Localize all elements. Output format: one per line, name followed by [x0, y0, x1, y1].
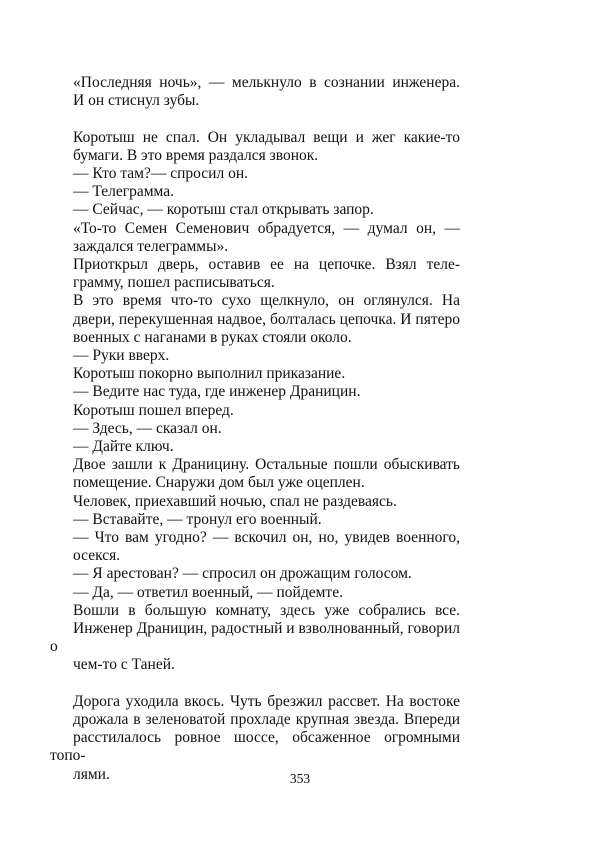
- text-line: — Здесь, — сказал он.: [73, 419, 222, 437]
- paragraph-gap: [50, 110, 460, 128]
- paragraph: [50, 511, 460, 529]
- text-line: Коротыш покорно выполнил приказание.: [73, 365, 346, 383]
- paragraph: [50, 602, 460, 675]
- text-line: Дорога уходила вкось. Чуть брезжил рассвет. На востоке: [73, 692, 460, 710]
- paragraph: [50, 165, 460, 183]
- paragraph: [50, 420, 460, 438]
- text-line: двери, перекушенная надвое, болталась цепочка. И пятеро: [73, 310, 460, 328]
- paragraph: [50, 584, 460, 602]
- page-text: [50, 74, 460, 784]
- text-line: лями.: [73, 765, 110, 783]
- text-line: «То-то Семен Семенович обрадуется, — думал он, —: [73, 219, 460, 237]
- text-line: — Что вам угодно? — вскочил он, но, увидев военного,: [73, 529, 460, 547]
- paragraph: [50, 292, 460, 347]
- text-line: — Вставайте, — тронул его военный.: [73, 510, 322, 528]
- paragraph: [50, 365, 460, 383]
- paragraph: [50, 256, 460, 292]
- text-line: — Телеграмма.: [73, 183, 174, 201]
- paragraph: [50, 456, 460, 492]
- text-line: Человек, приехавший ночью, спал не раздеваясь.: [73, 492, 397, 510]
- paragraph: [50, 493, 460, 511]
- text-line: военных с наганами в руках стояли около.: [73, 328, 352, 346]
- paragraph: [50, 347, 460, 365]
- paragraph: [50, 383, 460, 401]
- text-line: Инженер Драницин, радостный и взволнованный, говорил о: [50, 620, 460, 656]
- text-line: Коротыш не спал. Он укладывал вещи и жег какие-то: [73, 128, 460, 146]
- paragraph: [50, 220, 460, 256]
- page-number: 353: [289, 771, 311, 786]
- text-line: — Дайте ключ.: [73, 438, 174, 456]
- paragraph: [50, 201, 460, 219]
- text-line: Вошли в большую комнату, здесь уже собрались все.: [73, 601, 460, 619]
- paragraph-gap: [50, 675, 460, 693]
- text-line: — Сейчас, — коротыш стал открывать запор.: [73, 201, 374, 219]
- paragraph: [50, 183, 460, 201]
- text-line: В это время что-то сухо щелкнуло, он оглянулся. На: [73, 292, 460, 310]
- paragraph: [50, 529, 460, 565]
- text-line: Коротыш пошел вперед.: [73, 401, 234, 419]
- text-line: чем-то с Таней.: [73, 656, 175, 674]
- text-line: И он стиснул зубы.: [73, 92, 200, 110]
- text-line: дрожала в зеленоватой прохладе крупная звезда. Впереди: [73, 711, 460, 729]
- text-line: — Кто там?— спросил он.: [73, 165, 248, 182]
- text-line: Двое зашли к Драницину. Остальные пошли обыскивать: [73, 456, 460, 474]
- text-line: Приоткрыл дверь, оставив ее на цепочке. Взял теле-: [73, 256, 460, 274]
- paragraph: [50, 438, 460, 456]
- text-line: заждался телеграммы».: [73, 237, 229, 255]
- text-line: — Да, — ответил военный, — пойдемте.: [73, 583, 343, 601]
- paragraph: [50, 402, 460, 420]
- text-line: — Ведите нас туда, где инженер Драницин.: [73, 383, 361, 401]
- text-line: расстилалось ровное шоссе, обсаженное огромными топо-: [50, 729, 460, 765]
- text-line: бумаги. В это время раздался звонок.: [73, 146, 319, 164]
- text-line: — Руки вверх.: [73, 347, 170, 365]
- text-line: осекся.: [73, 547, 121, 565]
- paragraph: [50, 74, 460, 110]
- text-line: помещение. Снаружи дом был уже оцеплен.: [73, 474, 365, 492]
- text-line: «Последняя ночь», — мелькнуло в сознании инженера.: [73, 74, 460, 91]
- paragraph: [50, 129, 460, 165]
- text-line: грамму, пошел расписываться.: [73, 274, 275, 292]
- text-line: — Я арестован? — спросил он дрожащим голосом.: [73, 565, 412, 583]
- paragraph: [50, 565, 460, 583]
